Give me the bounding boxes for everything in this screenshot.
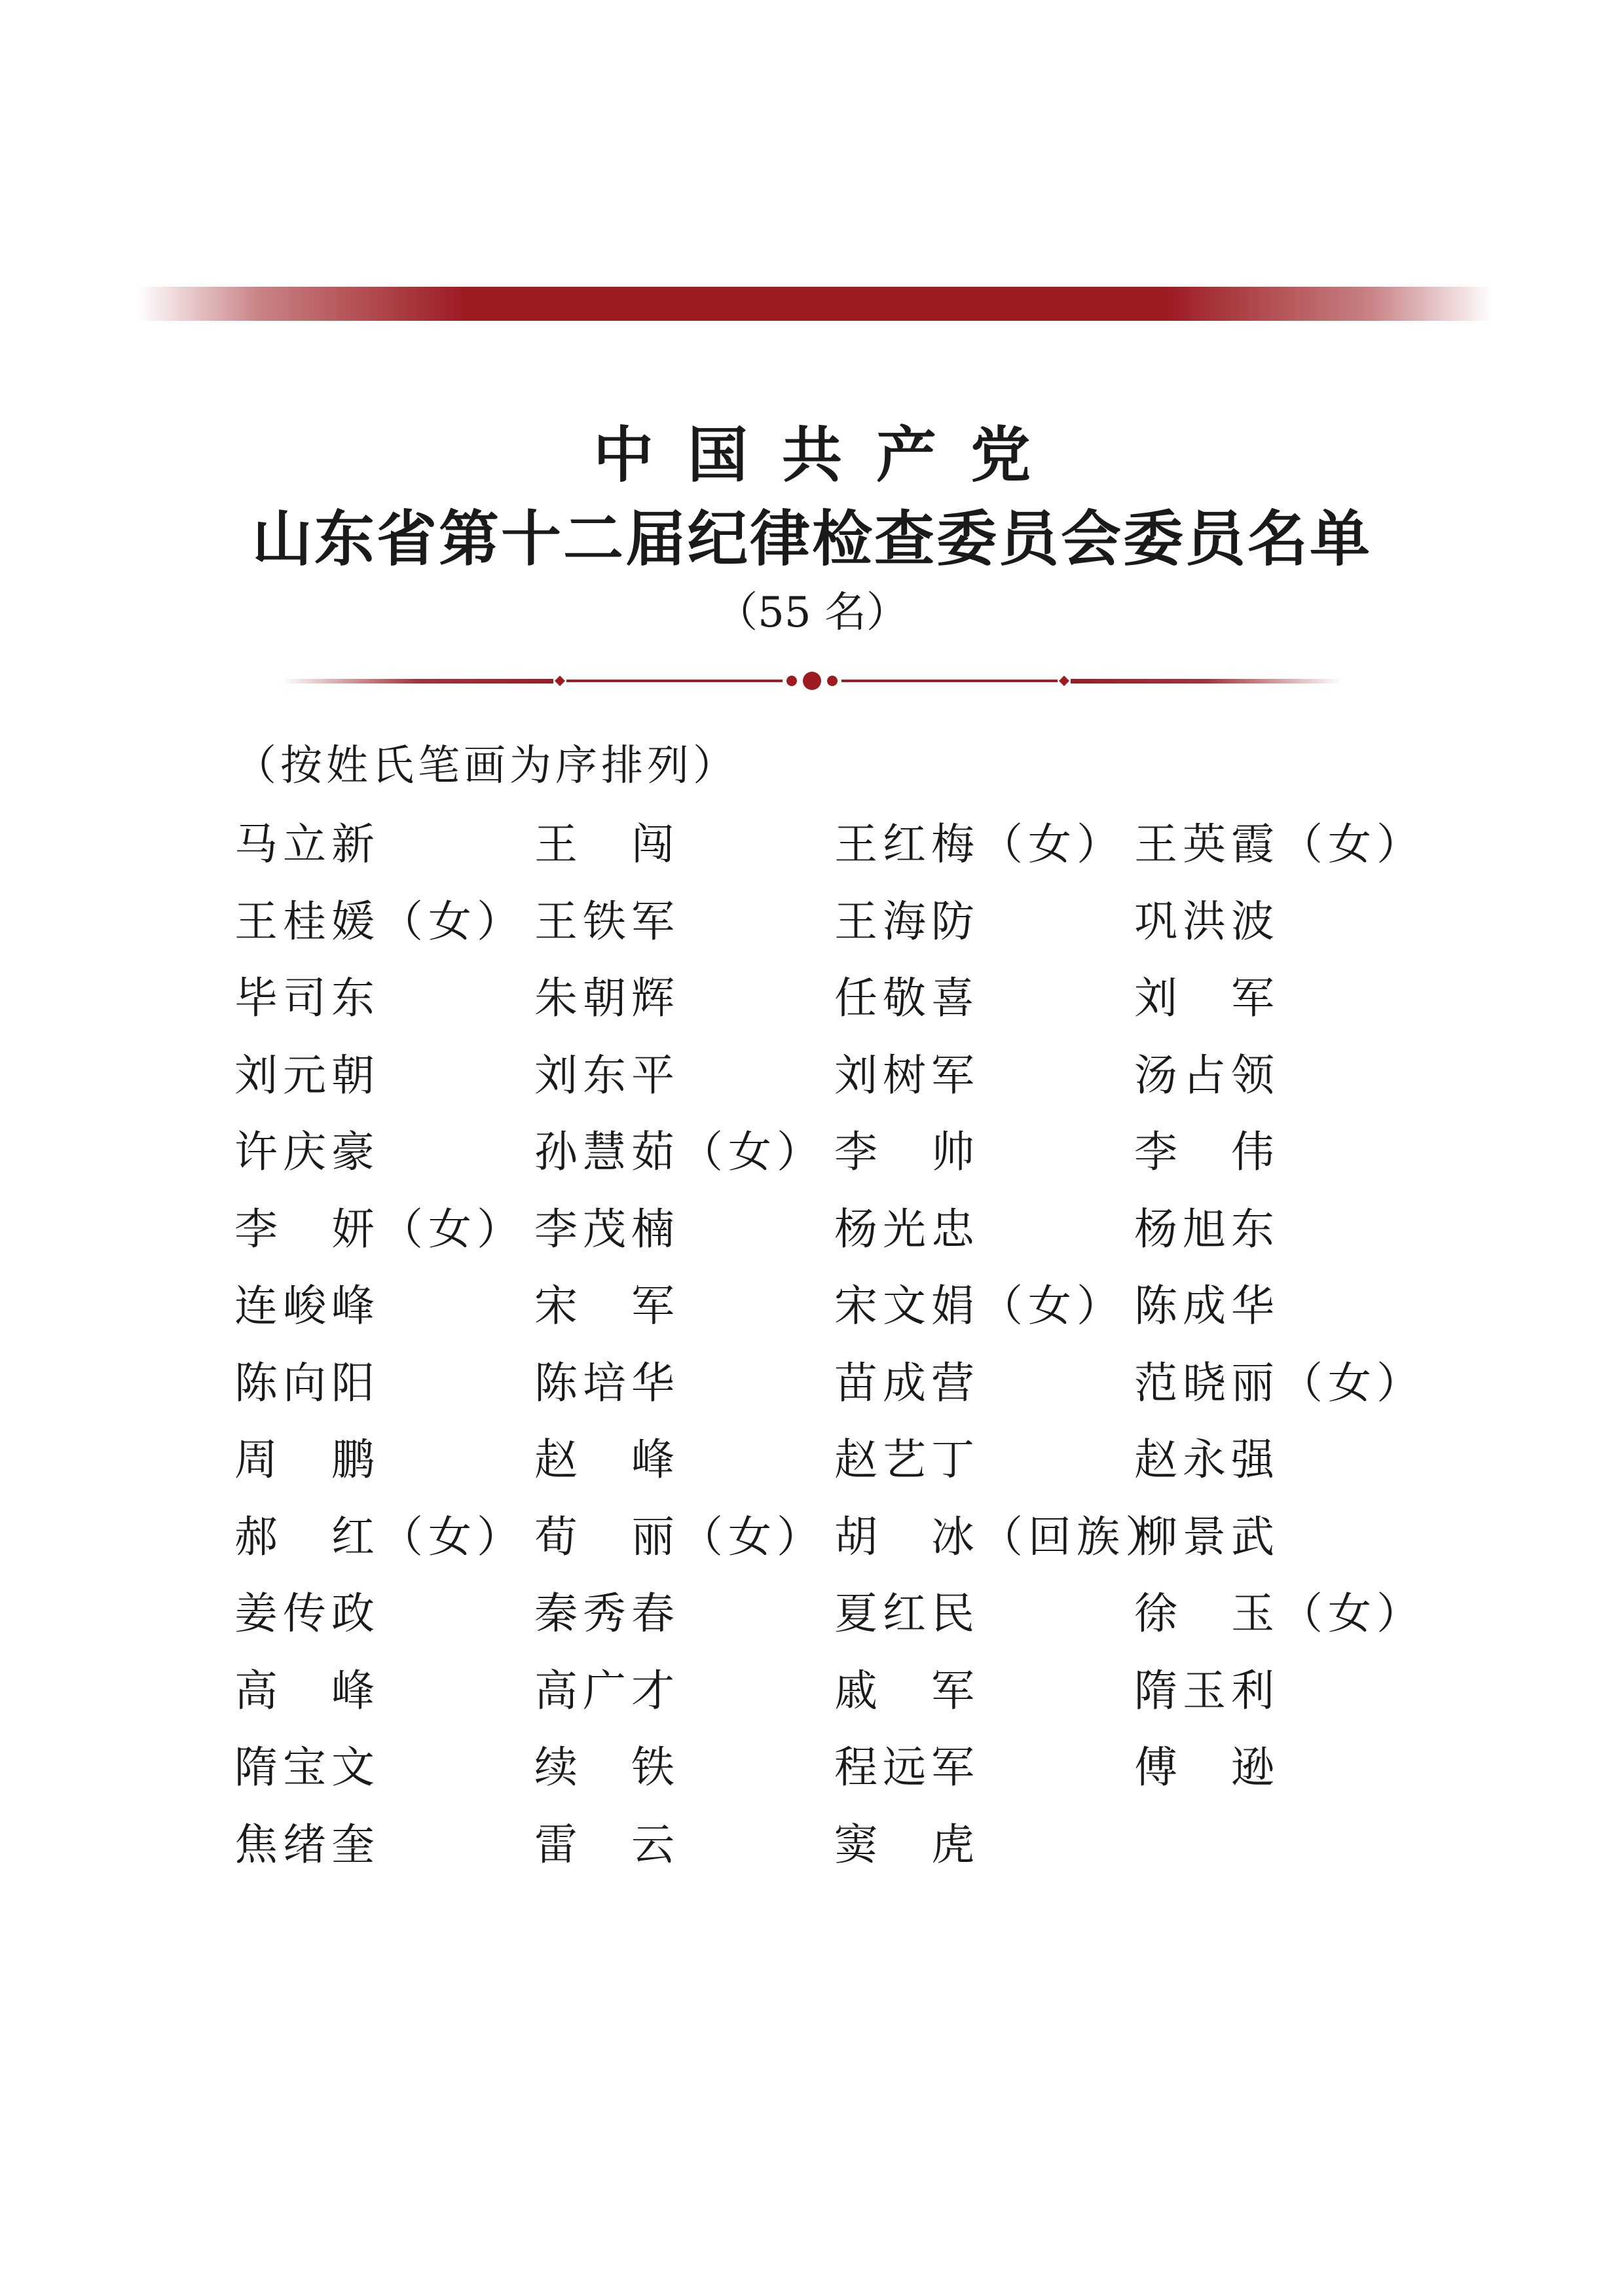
member-name: 刘元朝	[234, 1049, 380, 1101]
member-name: 刘东平	[534, 1049, 680, 1101]
member-name: 柳景武	[1134, 1511, 1280, 1562]
member-name: 刘树军	[834, 1049, 980, 1101]
top-decorative-band	[138, 287, 1493, 321]
member-name: 荀 丽（女）	[534, 1511, 825, 1562]
member-name: 许庆豪	[234, 1127, 380, 1177]
member-name: 苗成营	[834, 1357, 980, 1408]
member-name: 隋宝文	[234, 1742, 380, 1793]
member-name: 姜传政	[234, 1588, 380, 1639]
member-name: 夏红民	[834, 1588, 980, 1639]
member-name: 李 帅	[834, 1127, 980, 1177]
member-name: 高广才	[534, 1665, 680, 1716]
member-name: 周 鹏	[234, 1434, 380, 1485]
member-name: 王红梅（女）	[834, 819, 1125, 869]
member-name: 任敬喜	[834, 973, 980, 1023]
member-name: 李 伟	[1134, 1127, 1280, 1177]
member-name: 孙慧茹（女）	[534, 1127, 825, 1177]
member-name: 胡 冰（回族）	[834, 1511, 1173, 1562]
member-name: 赵永强	[1134, 1434, 1280, 1485]
member-name: 刘 军	[1134, 973, 1280, 1023]
member-name: 续 铁	[534, 1742, 680, 1793]
member-name: 连峻峰	[234, 1281, 380, 1331]
member-name: 王海防	[834, 896, 980, 947]
member-name: 杨旭东	[1134, 1203, 1280, 1254]
member-name: 傅 逊	[1134, 1742, 1280, 1793]
member-name: 程远军	[834, 1742, 980, 1793]
member-name: 陈培华	[534, 1357, 680, 1408]
ordering-note: （按姓氏笔画为序排列）	[234, 742, 739, 790]
member-name: 宋文娟（女）	[834, 1281, 1125, 1331]
member-name: 王英霞（女）	[1134, 819, 1425, 869]
member-name: 郝 红（女）	[234, 1511, 525, 1562]
member-name: 巩洪波	[1134, 896, 1280, 947]
member-name: 秦秀春	[534, 1588, 680, 1639]
member-name: 朱朝辉	[534, 973, 680, 1023]
member-name: 赵 峰	[534, 1434, 680, 1485]
member-name: 陈向阳	[234, 1357, 380, 1408]
member-name: 马立新	[234, 819, 380, 869]
member-name: 王铁军	[534, 896, 680, 947]
document-title-party: 中国共产党	[593, 420, 1065, 490]
member-name: 戚 军	[834, 1665, 980, 1716]
document-title-committee: 山东省第十二届纪律检查委员会委员名单	[251, 503, 1372, 574]
member-name-list	[234, 812, 1459, 1889]
member-name: 雷 云	[534, 1819, 680, 1870]
ornamental-divider	[282, 668, 1342, 694]
member-name: 王桂媛（女）	[234, 896, 525, 947]
member-count: （55 名）	[716, 589, 908, 637]
member-name: 宋 军	[534, 1281, 680, 1331]
member-name: 赵艺丁	[834, 1434, 980, 1485]
member-name: 焦绪奎	[234, 1819, 380, 1870]
member-name: 王 闯	[534, 819, 680, 869]
member-name: 汤占领	[1134, 1049, 1280, 1101]
member-name: 杨光忠	[834, 1203, 980, 1254]
member-name: 范晓丽（女）	[1134, 1357, 1425, 1408]
member-name: 李 妍（女）	[234, 1203, 525, 1254]
member-name: 窦 虎	[834, 1819, 980, 1870]
member-name: 毕司东	[234, 973, 380, 1023]
member-name: 徐 玉（女）	[1134, 1588, 1425, 1639]
member-name: 高 峰	[234, 1665, 380, 1716]
member-name: 隋玉利	[1134, 1665, 1280, 1716]
member-name: 李茂楠	[534, 1203, 680, 1254]
member-name: 陈成华	[1134, 1281, 1280, 1331]
